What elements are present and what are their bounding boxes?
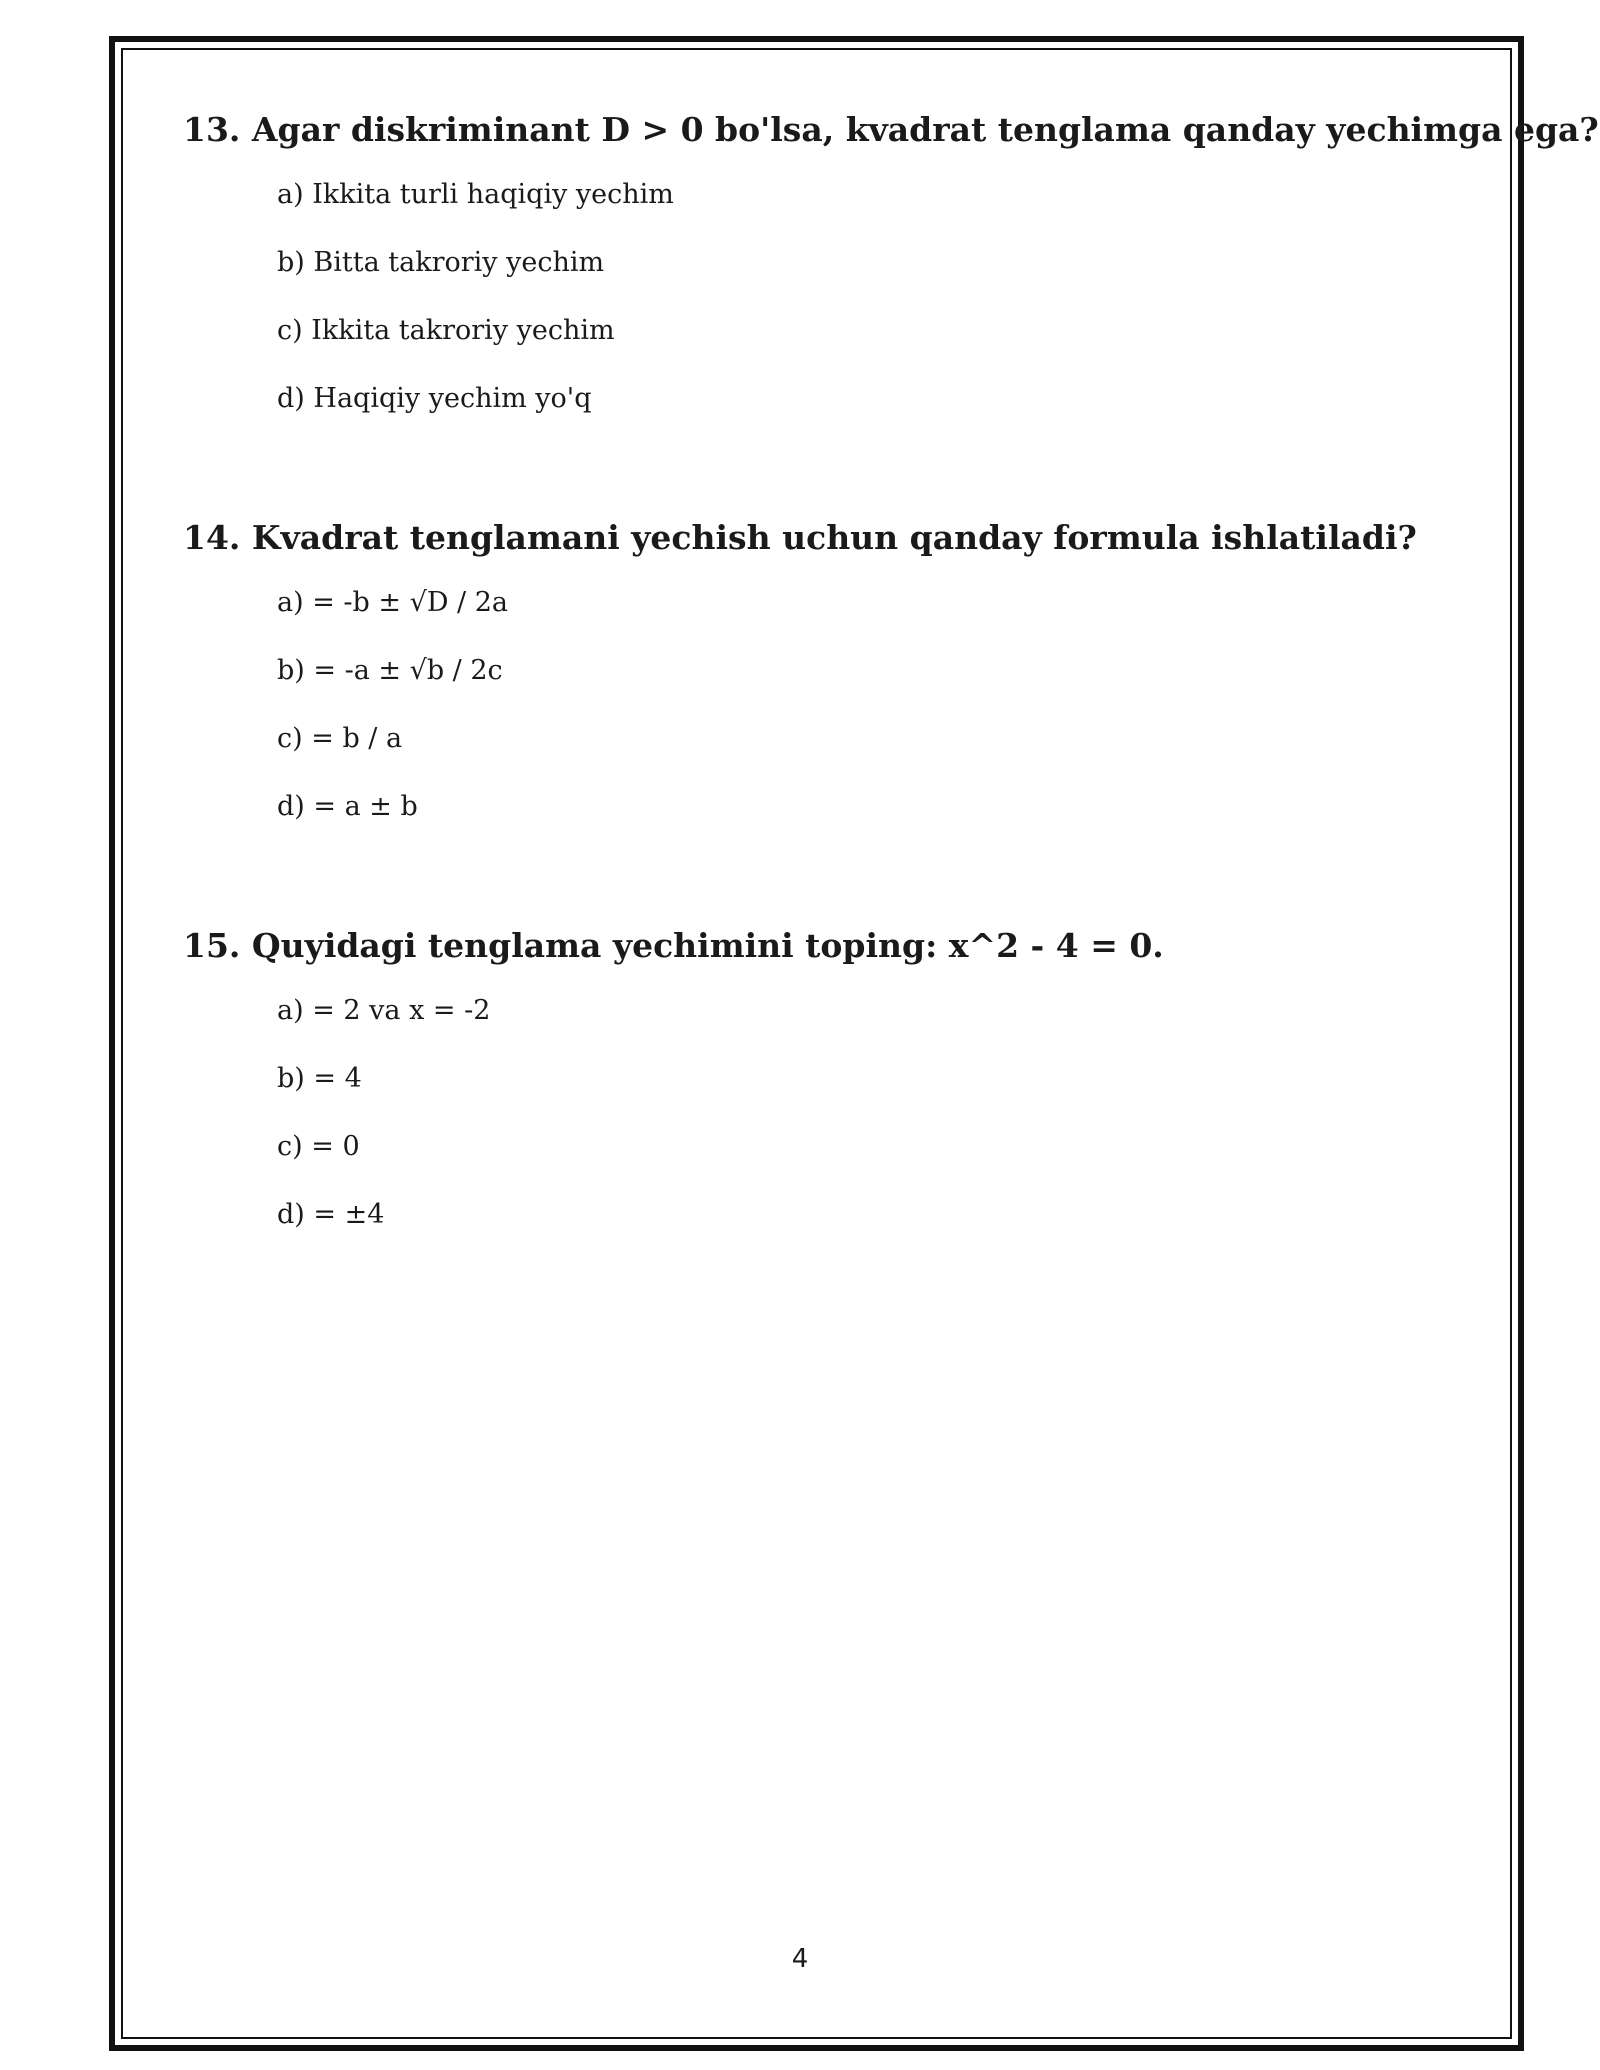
option-a[interactable]: a) Ikkita turli haqiqiy yechim — [277, 179, 674, 210]
option-list — [183, 178, 1483, 416]
question-title: 15. Quyidagi tenglama yechimini toping: x^2 - 4 = 0. — [183, 926, 1164, 965]
option-b[interactable]: b) = -a ± √b / 2c — [277, 655, 503, 686]
option-d[interactable]: d) = ±4 — [277, 1199, 385, 1230]
question-title: 13. Agar diskriminant D > 0 bo'lsa, kvadrat tenglama qanday yechimga ega? — [183, 110, 1599, 149]
option-a[interactable]: a) = -b ± √D / 2a — [277, 587, 509, 618]
option-b[interactable]: b) Bitta takroriy yechim — [277, 247, 605, 278]
option-d[interactable]: d) Haqiqiy yechim yo'q — [277, 383, 592, 414]
option-list — [183, 586, 1483, 824]
option-d[interactable]: d) = a ± b — [277, 791, 418, 822]
option-c[interactable]: c) = 0 — [277, 1131, 360, 1162]
question-14 — [183, 518, 1483, 824]
option-b[interactable]: b) = 4 — [277, 1063, 362, 1094]
page-number: 4 — [791, 1944, 809, 1974]
question-15 — [183, 926, 1483, 1232]
option-c[interactable]: c) = b / a — [277, 723, 403, 754]
option-a[interactable]: a) = 2 va x = -2 — [277, 995, 491, 1026]
option-list — [183, 994, 1483, 1232]
question-title: 14. Kvadrat tenglamani yechish uchun qanday formula ishlatiladi? — [183, 518, 1417, 557]
option-c[interactable]: c) Ikkita takroriy yechim — [277, 315, 615, 346]
question-13 — [183, 110, 1599, 416]
